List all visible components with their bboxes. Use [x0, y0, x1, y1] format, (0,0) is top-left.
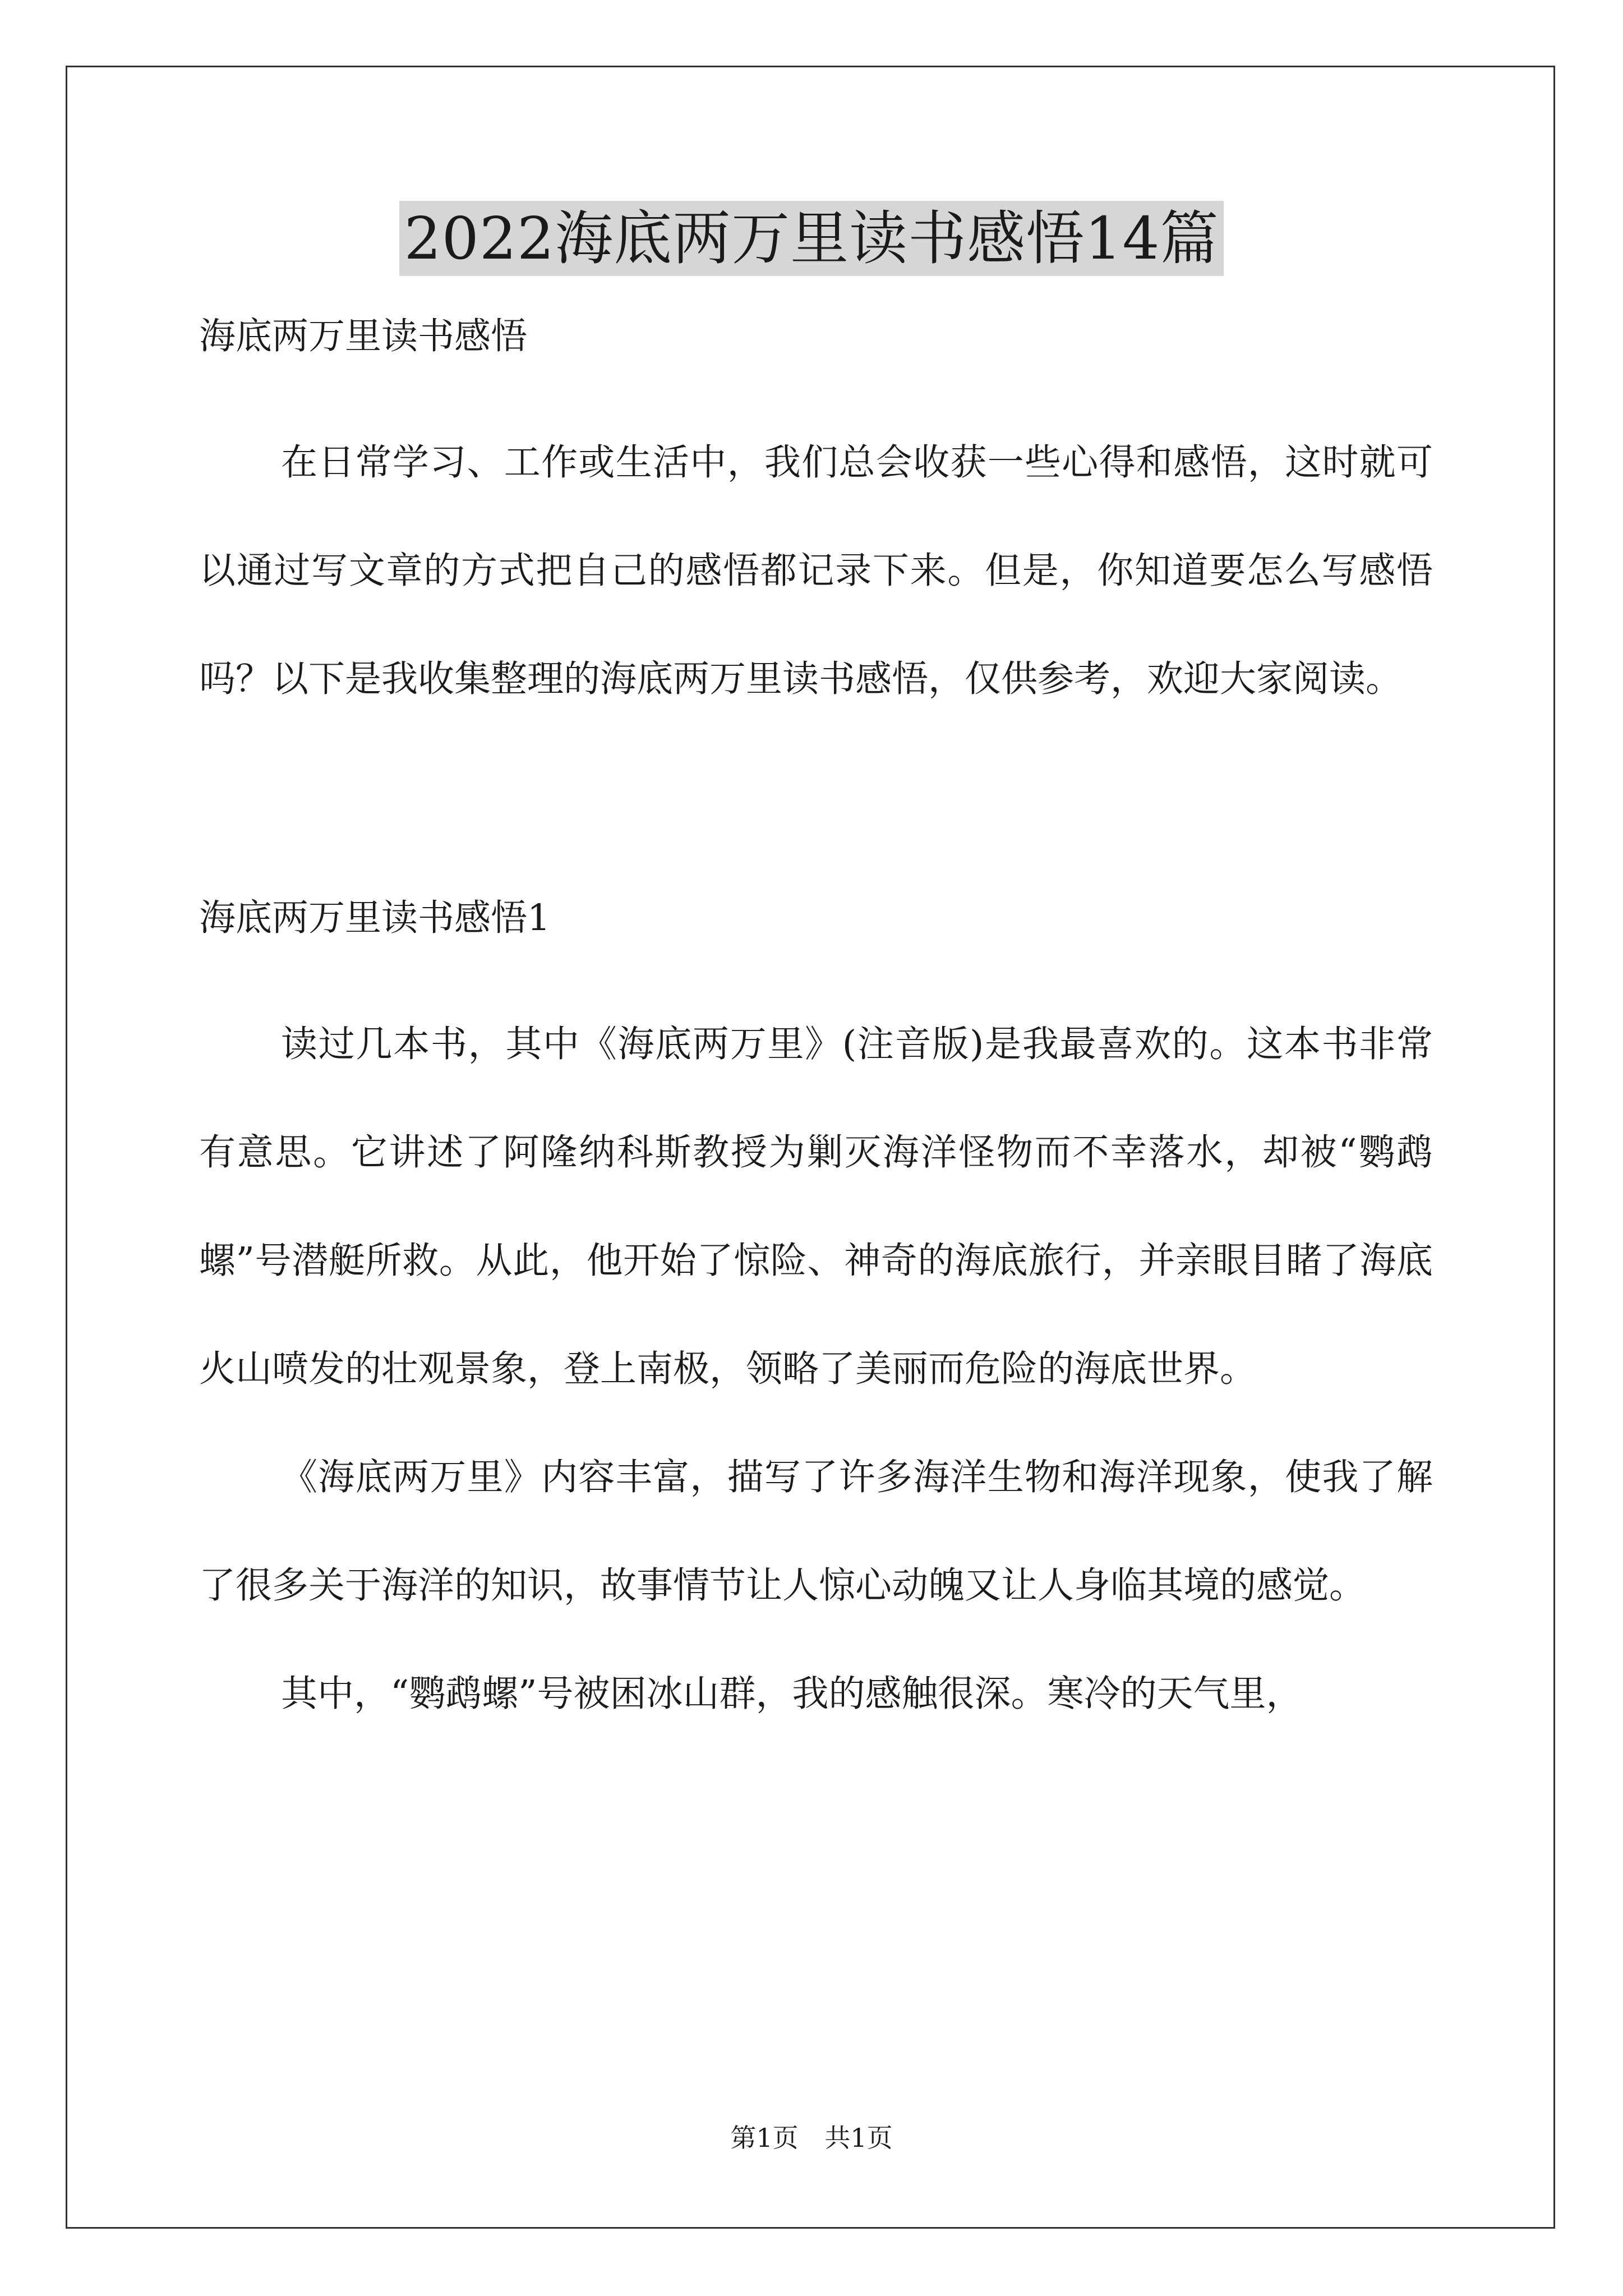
page-footer	[0, 2122, 1623, 2154]
body-paragraph-1: 读过几本书，其中《海底两万里》(注音版)是我最喜欢的。这本书非常有意思。它讲述了阿隆纳科斯教授为剿灭海洋怪物而不幸落水，却被“鹦鹉螺”号潜艇所救。从此，他开始了惊险、神奇的海底旅行，并亲眼目睹了海底火山喷发的壮观景象，登上南极，领略了美丽而危险的海底世界。	[199, 1023, 1433, 1390]
intro-paragraph: 在日常学习、工作或生活中，我们总会收获一些心得和感悟，这时就可以通过写文章的方式把自己的感悟都记录下来。但是，你知道要怎么写感悟吗？以下是我收集整理的海底两万里读书感悟，仅供参考，欢迎大家阅读。	[199, 441, 1433, 700]
page-number-current: 第1页	[730, 2123, 799, 2153]
section-heading: 海底两万里读书感悟1	[199, 897, 551, 939]
document-title: 2022海底两万里读书感悟14篇	[399, 201, 1223, 276]
intro-heading: 海底两万里读书感悟	[199, 315, 528, 357]
document-body	[199, 314, 1433, 1748]
page-number-total: 共1页	[824, 2123, 893, 2153]
title-container	[0, 201, 1623, 276]
body-paragraph-2: 《海底两万里》内容丰富，描写了许多海洋生物和海洋现象，使我了解了很多关于海洋的知识，故事情节让人惊心动魄又让人身临其境的感觉。	[199, 1456, 1433, 1607]
body-paragraph-3: 其中，“鹦鹉螺”号被困冰山群，我的感触很深。寒冷的天气里，	[281, 1673, 1303, 1715]
